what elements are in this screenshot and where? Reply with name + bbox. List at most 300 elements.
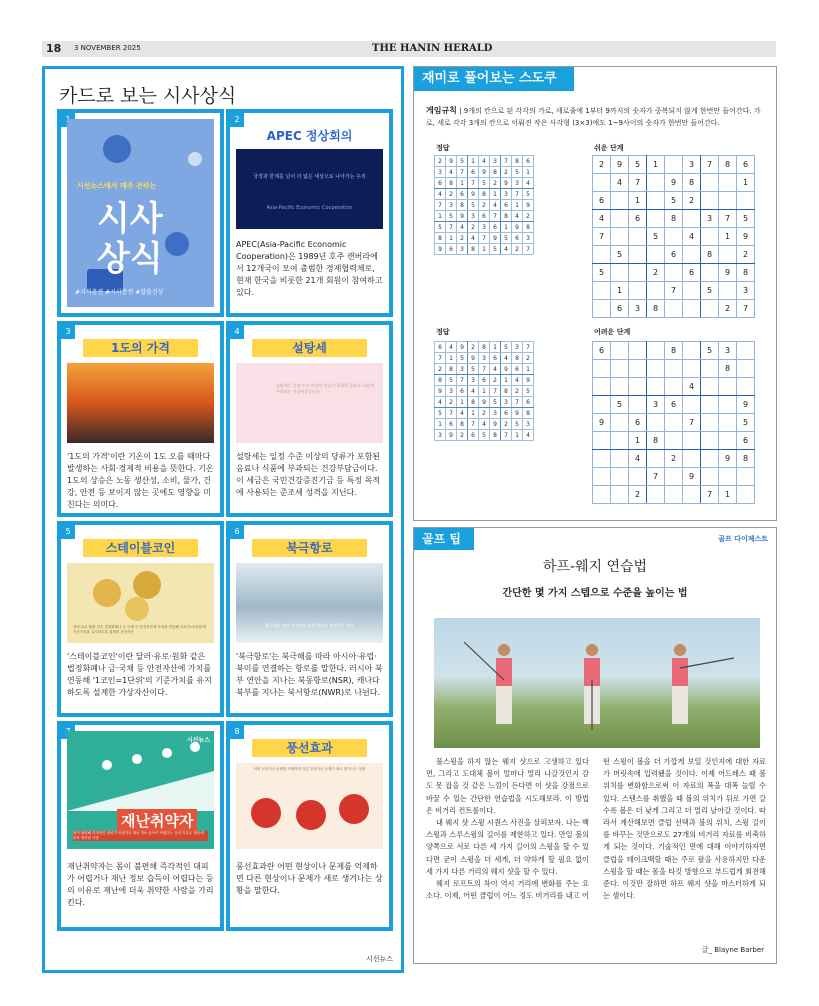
card-heading: 풍선효과 [252,739,367,757]
grid-cell: 9 [665,174,683,192]
grid-cell [611,360,629,378]
grid-cell: 9 [446,430,457,441]
grid-cell [665,378,683,396]
grid-cell: 1 [435,211,446,222]
grid-cell [611,210,629,228]
grid-cell: 9 [719,450,737,468]
grid-cell: 6 [593,342,611,360]
card-body: '스테이블코인'이란 달러·유로·원화 같은 법정화폐나 금·국채 등 안전자산에 가치를 연동해 '1코인=1단위'의 기준가치를 유지하도록 설계한 가상자산이다. [67,652,212,697]
grid-cell: 8 [479,342,490,353]
grid-cell [719,174,737,192]
grid-row [593,468,755,486]
grid-cell: 8 [737,264,755,282]
grid-cell: 7 [701,486,719,504]
grid-cell: 4 [523,178,534,189]
grid-cell: 8 [512,353,523,364]
grid-cell: 8 [468,244,479,255]
grid-cell: 5 [457,156,468,167]
golf-subtitle: 간단한 몇 가지 스텝으로 수준을 높이는 법 [502,588,688,599]
grid-cell: 6 [683,264,701,282]
grid-cell: 3 [446,386,457,397]
card-body: '북극항로'는 북극해를 따라 아시아·유럽·북미를 연결하는 항로를 말한다. 러시아 북부 연안을 지나는 북동항로(NSR), 캐나다 북부를 지나는 북서항로(NWR)로 나뉜다. [236,652,383,697]
card-8 [226,721,393,931]
grid-cell: 2 [468,222,479,233]
image-caption-en: Asia-Pacific Economic Cooperation [266,205,353,211]
grid-cell: 6 [490,353,501,364]
grid-cell [593,378,611,396]
grid-cell [719,396,737,414]
grid-cell: 9 [611,156,629,174]
grid-cell [647,360,665,378]
card-body: 풍선효과란 어떤 현상이나 문제를 억제하면 다른 현상이나 문제가 새로 생겨나는 상황을 말한다. [236,862,383,895]
icebreaker-image [236,563,383,643]
easy-puzzle [592,155,755,318]
sugar-image [236,363,383,443]
golf-swing-photo [434,618,760,748]
grid-cell: 4 [490,364,501,375]
grid-cell: 7 [512,189,523,200]
grid-cell: 6 [737,156,755,174]
golf-source: 골프 다이제스트 [718,535,768,543]
grid-row [435,200,534,211]
grid-cell: 5 [665,192,683,210]
grid-cell: 2 [468,342,479,353]
grid-cell: 8 [457,200,468,211]
grid-cell: 2 [737,246,755,264]
card-number: 8 [230,725,244,739]
grid-cell: 3 [683,156,701,174]
grid-row [435,419,534,430]
answer-label-2: 정답 [436,328,450,336]
grid-cell: 5 [737,414,755,432]
grid-cell [665,414,683,432]
grid-cell: 6 [737,432,755,450]
grid-cell: 8 [435,375,446,386]
grid-cell: 4 [593,210,611,228]
grid-cell: 3 [479,353,490,364]
grid-cell [737,342,755,360]
grid-cell: 5 [701,282,719,300]
grid-cell: 7 [665,282,683,300]
grid-cell: 3 [479,222,490,233]
grid-cell: 9 [683,468,701,486]
grid-cell [665,360,683,378]
grid-cell: 1 [629,432,647,450]
source-credit: 시선뉴스 [365,955,393,963]
grid-cell: 4 [446,342,457,353]
grid-cell: 6 [629,210,647,228]
grid-cell: 4 [435,397,446,408]
grid-cell [719,414,737,432]
grid-cell: 3 [719,342,737,360]
grid-cell: 1 [629,192,647,210]
grid-cell: 2 [490,178,501,189]
grid-cell [701,450,719,468]
grid-cell [611,228,629,246]
grid-cell [701,378,719,396]
grid-cell: 2 [665,450,683,468]
card-3 [57,321,224,517]
grid-cell: 2 [457,233,468,244]
vulnerable-image [67,731,214,849]
grid-cell: 5 [737,210,755,228]
grid-cell [647,174,665,192]
grid-cell: 6 [523,156,534,167]
grid-cell: 4 [490,200,501,211]
grid-cell: 8 [446,364,457,375]
grid-cell: 3 [523,233,534,244]
easy-label: 쉬운 단계 [594,144,624,152]
grid-cell: 6 [479,375,490,386]
grid-cell [719,192,737,210]
card-body: 설탕세는 일정 수준 이상의 당류가 포함된 음료나 식품에 부과되는 건강부담금이다. 이 세금은 국민건강증진기금 등 특정 목적에 사용되는 준조세 성격을 지닌다. [236,452,381,497]
newspaper-name: THE HANIN HERALD [372,43,493,54]
grid-cell: 8 [523,408,534,419]
sudoku-section [413,66,777,521]
grid-cell: 5 [479,178,490,189]
grid-cell [611,264,629,282]
grid-cell: 7 [523,342,534,353]
grid-cell: 3 [457,244,468,255]
grid-cell: 5 [611,246,629,264]
grid-cell [647,378,665,396]
grid-cell: 1 [468,408,479,419]
grid-cell [629,396,647,414]
grid-cell [701,432,719,450]
grid-cell: 9 [737,228,755,246]
grid-cell: 1 [611,282,629,300]
grid-cell: 1 [501,222,512,233]
rules-label: 게임규칙 [426,106,457,115]
grid-cell: 6 [611,300,629,318]
grid-cell: 7 [490,386,501,397]
grid-row [593,228,755,246]
sudoku-title: 재미로 풀어보는 스도쿠 [414,67,574,91]
grid-cell [701,396,719,414]
grid-row [593,246,755,264]
grid-cell: 5 [523,386,534,397]
card-6 [226,521,393,717]
grid-cell: 3 [490,156,501,167]
grid-cell: 8 [501,386,512,397]
page-header [42,41,776,57]
grid-cell [593,246,611,264]
grid-row [593,156,755,174]
grid-cell [683,432,701,450]
grid-row [593,396,755,414]
grid-cell: 9 [512,222,523,233]
grid-cell: 4 [501,244,512,255]
grid-cell: 1 [647,156,665,174]
grid-row [435,430,534,441]
grid-cell: 9 [490,233,501,244]
grid-cell: 5 [593,264,611,282]
grid-cell: 5 [468,200,479,211]
grid-cell: 7 [457,167,468,178]
grid-row [435,233,534,244]
grid-cell [593,396,611,414]
grid-cell [647,192,665,210]
grid-cell: 7 [719,210,737,228]
grid-cell [611,450,629,468]
grid-cell: 4 [512,211,523,222]
grid-row [435,222,534,233]
section-title: 카드로 보는 시사상식 [59,85,237,107]
grid-cell [611,468,629,486]
grid-cell: 9 [468,353,479,364]
grid-cell: 9 [719,264,737,282]
grid-cell [665,156,683,174]
grid-cell [701,192,719,210]
card-number: 4 [230,325,244,339]
card-number: 6 [230,525,244,539]
grid-cell [593,360,611,378]
grid-cell [647,486,665,504]
grid-cell: 1 [523,364,534,375]
grid-cell [611,432,629,450]
rules-text: 9개의 칸으로 된 각각의 가로, 세로줄에 1부터 9까지의 숫자가 중복되지 않게 한번만 들어간다. 가로, 세로 각각 3개의 칸으로 이뤄진 작은 사각형 (3×3)에도 1~9사이의 숫자가 한번만 들어간다. [426,107,761,127]
grid-cell: 6 [665,396,683,414]
grid-cell: 9 [435,244,446,255]
grid-cell: 5 [501,233,512,244]
grid-cell: 1 [457,397,468,408]
grid-cell: 4 [457,408,468,419]
grid-cell: 9 [479,167,490,178]
grid-cell: 6 [665,246,683,264]
golf-title: 하프-웨지 연습법 [542,559,648,575]
grid-cell [629,264,647,282]
grid-cell: 7 [468,178,479,189]
grid-cell [629,468,647,486]
grid-cell: 6 [501,200,512,211]
card-news-section [42,66,404,973]
grid-cell [611,378,629,396]
grid-cell: 7 [629,174,647,192]
grid-cell: 8 [647,432,665,450]
grid-cell: 7 [647,468,665,486]
grid-cell: 2 [512,244,523,255]
golf-paragraph: 풀스윙을 하지 않는 웨지 샷으로 고생하고 있다면, 그리고 도대체 볼이 얼마나 멀리 나갈것인지 감도 못 잡을 것 같은 느낌이 든다면 이 샷을 강점으로 바꿀 수 있는 간단한 연습법을 시도해보라. 이 방법은 비거리 컨트롤이다. [426,757,589,815]
coins-illustration [67,563,214,623]
grid-cell [737,192,755,210]
grid-cell [683,282,701,300]
grid-cell: 1 [490,342,501,353]
grid-cell [737,468,755,486]
hard-puzzle [592,341,755,504]
grid-row [435,189,534,200]
grid-row [593,174,755,192]
grid-cell: 4 [457,222,468,233]
grid-cell: 5 [468,364,479,375]
grid-cell: 4 [501,353,512,364]
grid-cell: 1 [512,430,523,441]
cover-title-2: 상식 [97,239,163,279]
brand-logo: 시선뉴스 [186,737,210,744]
grid-cell: 6 [523,397,534,408]
grid-cell [647,342,665,360]
grid-cell: 2 [479,408,490,419]
grid-cell: 8 [490,430,501,441]
grid-cell: 1 [490,189,501,200]
grid-cell: 3 [523,419,534,430]
grid-row [593,378,755,396]
grid-cell: 3 [435,430,446,441]
grid-cell: 3 [501,397,512,408]
grid-cell [629,378,647,396]
grid-cell: 6 [435,178,446,189]
grid-cell: 3 [647,396,665,414]
grid-cell: 2 [683,192,701,210]
grid-cell: 7 [523,244,534,255]
grid-cell: 5 [457,353,468,364]
grid-cell: 9 [490,419,501,430]
grid-cell: 6 [593,192,611,210]
grid-cell: 3 [512,178,523,189]
grid-cell: 1 [479,244,490,255]
card-number: 2 [230,113,244,127]
grid-cell: 7 [701,156,719,174]
grid-cell: 7 [512,397,523,408]
grid-cell: 8 [490,167,501,178]
golf-section-label: 골프 팁 [414,528,474,550]
grid-row [593,192,755,210]
grid-cell: 5 [512,167,523,178]
grid-cell [629,246,647,264]
answer-grid-2 [434,341,534,441]
grid-cell: 8 [435,233,446,244]
grid-cell: 8 [683,174,701,192]
grid-cell: 9 [512,408,523,419]
grid-cell: 7 [479,233,490,244]
grid-cell [611,486,629,504]
grid-cell: 7 [446,408,457,419]
issue-date: 3 NOVEMBER 2025 [74,44,141,52]
grid-cell: 1 [446,353,457,364]
answer-label-1: 정답 [436,144,450,152]
golf-byline: 글_ Blayne Barber [701,946,764,954]
grid-cell: 2 [523,211,534,222]
grid-cell: 2 [479,200,490,211]
grid-cell: 6 [501,408,512,419]
card-2 [226,109,393,317]
grid-cell: 8 [479,189,490,200]
balloons-illustration [236,763,383,849]
grid-cell [683,396,701,414]
card-heading: APEC 정상회의 [252,127,367,145]
grid-cell: 4 [611,174,629,192]
grid-cell: 2 [446,189,457,200]
image-caption: 어떤 현상이나 문제를 억제하면 다른 현상이나 문제가 새로 생겨나는 상황 [253,767,366,771]
grid-row [435,167,534,178]
grid-cell [593,300,611,318]
grid-cell: 9 [479,397,490,408]
grid-cell: 4 [512,375,523,386]
hard-label: 어려운 단계 [594,328,631,336]
grid-cell: 7 [737,300,755,318]
grid-cell: 2 [501,419,512,430]
cover-subtitle: 시선뉴스에서 매주 전하는 [77,182,157,190]
card-heading: 북극항로 [252,539,367,557]
grid-cell: 8 [701,246,719,264]
grid-cell: 6 [457,386,468,397]
grid-cell: 6 [629,414,647,432]
grid-cell [593,174,611,192]
grid-cell: 4 [446,167,457,178]
grid-cell: 5 [435,408,446,419]
grid-cell [665,228,683,246]
grid-row [435,244,534,255]
card-number: 3 [61,325,75,339]
grid-row [435,408,534,419]
grid-cell: 6 [435,342,446,353]
card-body: APEC(Asia-Pacific Economic Cooperation)은 1989년 호주 캔버라에서 12개국이 모여 출범한 경제협력체로, 현재 한국을 비롯한 21개 회원이 참여하고 있다. [236,240,383,297]
grid-cell [701,414,719,432]
grid-cell: 9 [523,375,534,386]
grid-cell: 7 [501,156,512,167]
grid-cell: 3 [468,375,479,386]
grid-cell: 9 [457,211,468,222]
grid-cell [665,264,683,282]
grid-cell: 8 [719,156,737,174]
grid-cell: 5 [701,342,719,360]
card-heading: 설탕세 [252,339,367,357]
grid-cell: 7 [501,430,512,441]
grid-cell: 4 [629,450,647,468]
grid-cell: 5 [647,228,665,246]
card-body: '1도의 가격'이란 기온이 1도 오를 때마다 발생하는 사회·경제적 비용을 뜻한다. 기온 1도의 상승은 노동 생산성, 소비, 물가, 건강, 안전 등 보이지 않는 곳에도 영향을 미친다는 의미다. [67,452,214,509]
grid-cell [611,342,629,360]
grid-row [593,450,755,468]
grid-cell [719,468,737,486]
grid-cell [719,282,737,300]
card-1 [57,109,224,317]
grid-row [593,342,755,360]
grid-cell: 3 [490,408,501,419]
grid-cell: 4 [683,378,701,396]
grid-cell [737,378,755,396]
grid-cell [593,450,611,468]
card-7 [57,721,224,931]
grid-cell [683,360,701,378]
grid-row [435,178,534,189]
grid-cell: 3 [701,210,719,228]
grid-cell [701,174,719,192]
grid-cell: 6 [479,211,490,222]
grid-row [435,156,534,167]
grid-cell: 8 [468,397,479,408]
golf-tip-section [413,527,777,964]
grid-cell: 6 [457,189,468,200]
grid-cell: 8 [512,156,523,167]
grid-cell: 5 [435,222,446,233]
grid-cell: 1 [719,228,737,246]
grid-cell [719,432,737,450]
grid-cell: 2 [490,375,501,386]
grid-row [593,360,755,378]
grid-cell: 1 [523,167,534,178]
grid-cell: 5 [523,189,534,200]
grid-cell: 8 [665,342,683,360]
grid-row [435,364,534,375]
grid-cell: 3 [468,211,479,222]
grid-cell: 3 [446,200,457,211]
grid-cell: 5 [490,397,501,408]
grid-cell: 6 [512,233,523,244]
grid-cell [683,450,701,468]
grid-cell [647,210,665,228]
grid-cell [665,300,683,318]
grid-cell: 1 [446,233,457,244]
